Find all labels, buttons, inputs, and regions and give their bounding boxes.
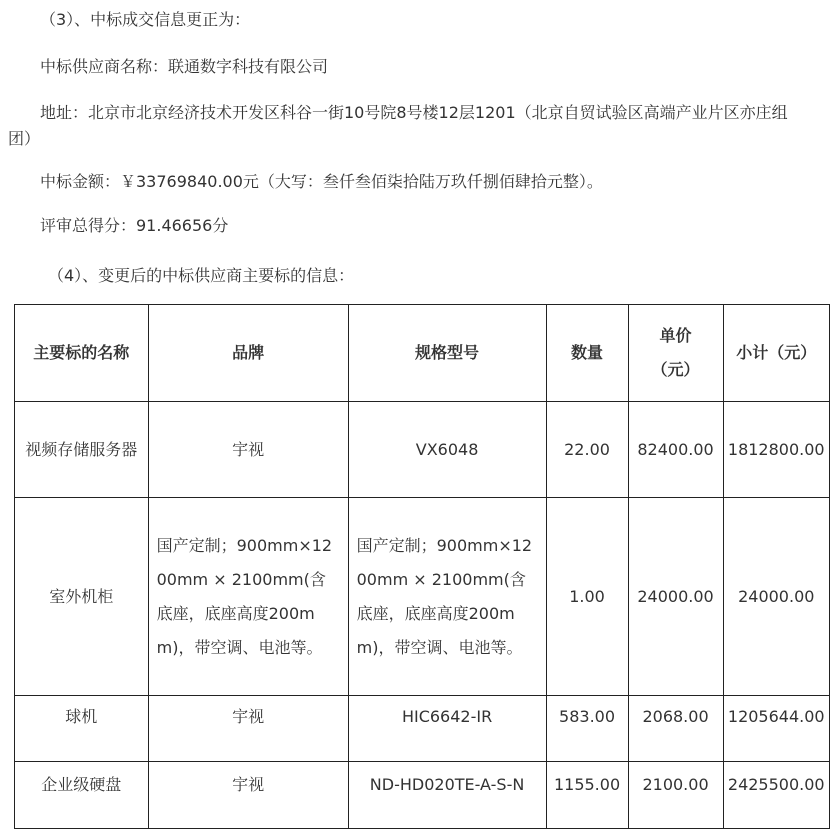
heading-3: （3）、中标成交信息更正为： xyxy=(40,10,251,29)
cell-qty: 1155.00 xyxy=(546,762,628,829)
cell-brand: 宇视 xyxy=(148,762,348,829)
cell-subtotal: 1812800.00 xyxy=(723,402,830,498)
cell-price: 2068.00 xyxy=(628,696,723,762)
cell-price: 2100.00 xyxy=(628,762,723,829)
cell-name: 企业级硬盘 xyxy=(15,762,149,829)
cell-brand: 宇视 xyxy=(148,402,348,498)
cell-qty: 583.00 xyxy=(546,696,628,762)
cell-name: 室外机柜 xyxy=(15,498,149,696)
cell-brand: 宇视 xyxy=(148,696,348,762)
header-model: 规格型号 xyxy=(348,305,546,402)
cell-model: HIC6642-IR xyxy=(348,696,546,762)
address-line-1: 地址：北京市北京经济技术开发区科谷一街10号院8号楼12层1201（北京自贸试验区高端产业片区亦庄组 xyxy=(40,103,788,122)
cell-subtotal: 24000.00 xyxy=(723,498,830,696)
supplier-name: 中标供应商名称：联通数字科技有限公司 xyxy=(40,57,329,76)
cell-price: 24000.00 xyxy=(628,498,723,696)
cell-name: 球机 xyxy=(15,696,149,762)
cell-qty: 22.00 xyxy=(546,402,628,498)
table-header-row xyxy=(15,305,830,402)
cell-model: 国产定制；900mm×1200mm × 2100mm(含底座，底座高度200mm)，带空调、电池等。 xyxy=(348,498,546,696)
header-price-line2: （元） xyxy=(651,360,700,379)
table-row xyxy=(15,696,830,762)
header-price-line1: 单价 xyxy=(659,326,692,345)
header-price xyxy=(628,305,723,402)
cell-subtotal: 1205644.00 xyxy=(723,696,830,762)
header-brand: 品牌 xyxy=(148,305,348,402)
table-row xyxy=(15,402,830,498)
cell-qty: 1.00 xyxy=(546,498,628,696)
cell-model: ND-HD020TE-A-S-N xyxy=(348,762,546,829)
cell-name: 视频存储服务器 xyxy=(15,402,149,498)
table-row xyxy=(15,498,830,696)
cell-subtotal: 2425500.00 xyxy=(723,762,830,829)
cell-price: 82400.00 xyxy=(628,402,723,498)
review-score: 评审总得分：91.46656分 xyxy=(40,216,229,235)
address-line-2: 团） xyxy=(8,129,41,148)
heading-4: （4）、变更后的中标供应商主要标的信息： xyxy=(48,266,355,285)
cell-model: VX6048 xyxy=(348,402,546,498)
table-row xyxy=(15,762,830,829)
items-table xyxy=(14,304,830,829)
header-qty: 数量 xyxy=(546,305,628,402)
cell-brand: 国产定制；900mm×1200mm × 2100mm(含底座，底座高度200mm)，带空调、电池等。 xyxy=(148,498,348,696)
header-subtotal: 小计（元） xyxy=(723,305,830,402)
header-name: 主要标的名称 xyxy=(15,305,149,402)
bid-amount: 中标金额：￥33769840.00元（大写：叁仟叁佰柒拾陆万玖仟捌佰肆拾元整）。 xyxy=(40,172,603,191)
